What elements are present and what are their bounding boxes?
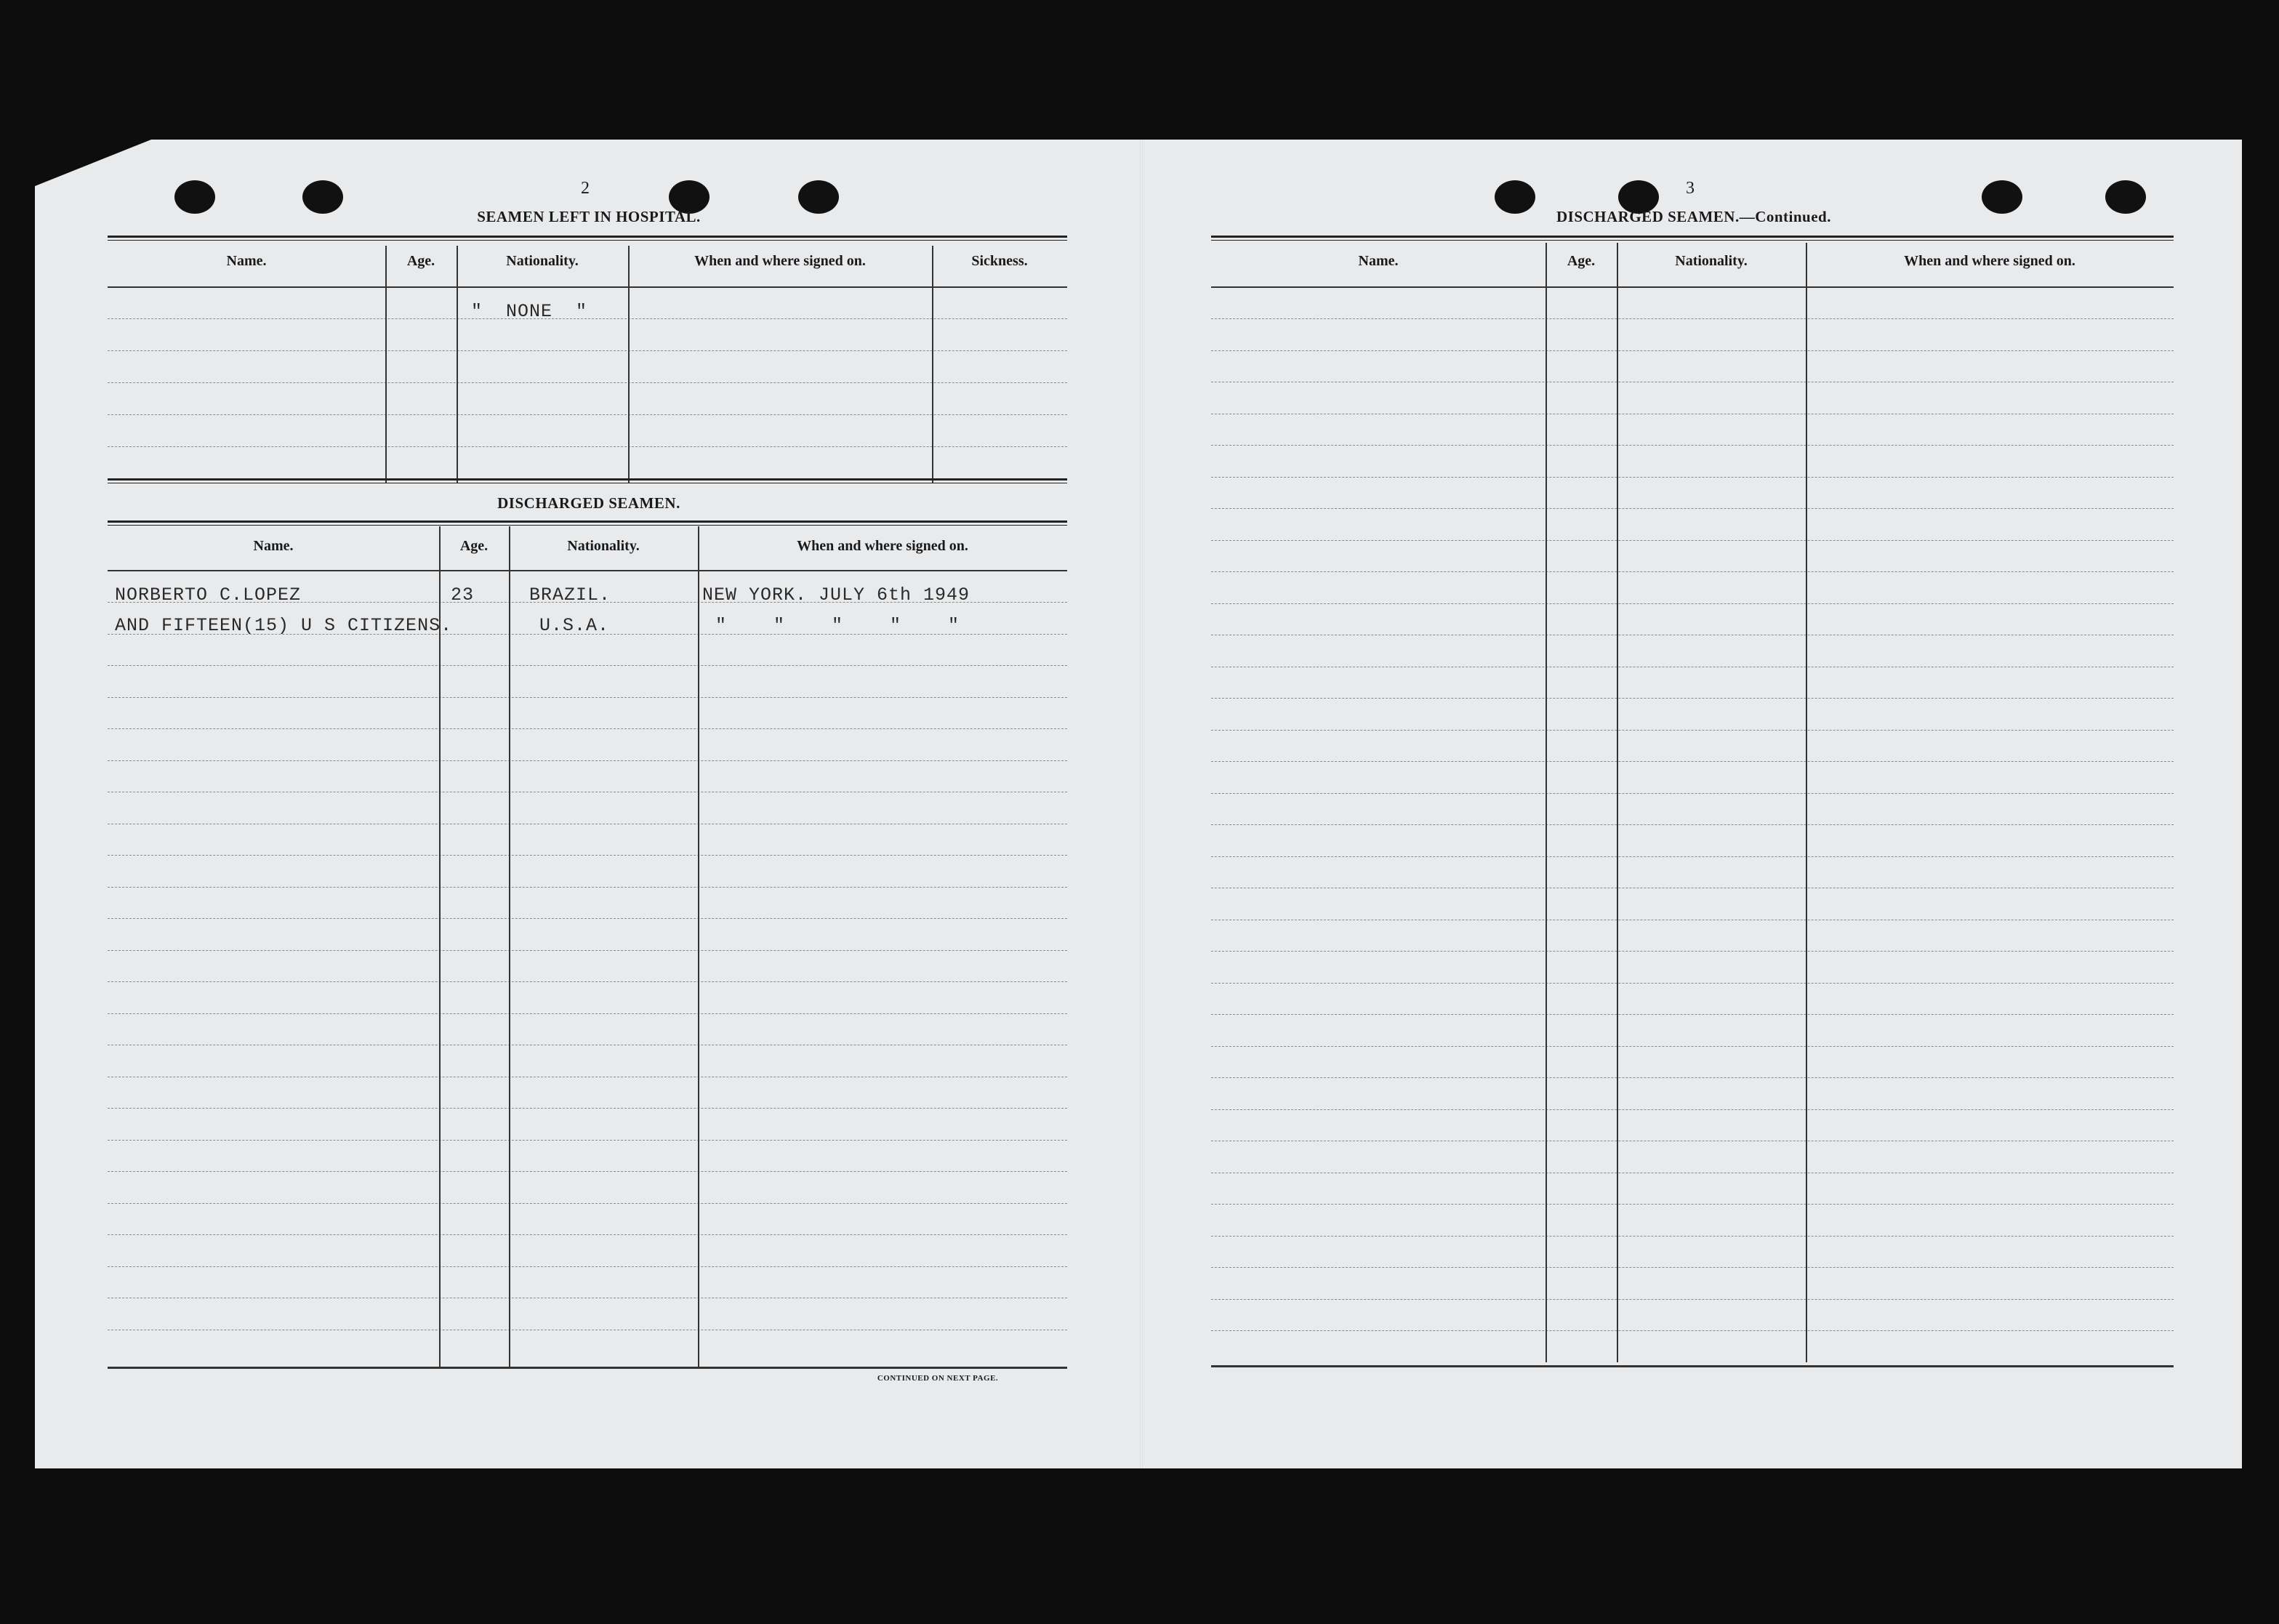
discharged-table-top-rule — [108, 520, 1067, 526]
page-number: 2 — [581, 179, 590, 198]
column-divider — [628, 246, 630, 483]
right-header-rule — [1211, 286, 2174, 288]
column-divider — [698, 526, 699, 1367]
ruled-line — [1211, 318, 2174, 319]
column-header-nationality: Nationality. — [506, 253, 579, 269]
seaman-signed-on: " " " " " — [715, 615, 960, 636]
ruled-line — [108, 760, 1067, 761]
ruled-line — [108, 1108, 1067, 1109]
right-table-top-rule — [1211, 236, 2174, 241]
hospital-table-bottom-rule — [108, 478, 1067, 483]
column-header-age: Age. — [459, 538, 489, 554]
ruled-line — [108, 728, 1067, 729]
column-divider — [1617, 243, 1618, 1362]
ruled-line — [1211, 824, 2174, 825]
ruled-line — [1211, 761, 2174, 762]
ruled-line — [1211, 1299, 2174, 1300]
ruled-line — [108, 446, 1067, 447]
ruled-line — [1211, 1204, 2174, 1205]
ruled-line — [1211, 1077, 2174, 1078]
ruled-line — [108, 855, 1067, 856]
column-header-signed-on: When and where signed on. — [694, 253, 866, 269]
ruled-line — [1211, 1330, 2174, 1331]
ruled-line — [108, 1203, 1067, 1204]
ruled-line — [1211, 951, 2174, 952]
column-header-name: Name. — [226, 253, 267, 269]
ruled-line — [108, 1266, 1067, 1267]
column-divider — [457, 246, 458, 483]
seaman-nationality: BRAZIL. — [529, 584, 611, 606]
column-divider — [1546, 243, 1547, 1362]
seaman-name: AND FIFTEEN(15) U S CITIZENS. — [115, 615, 453, 636]
ruled-line — [1211, 540, 2174, 541]
column-divider — [509, 526, 510, 1367]
column-header-nationality: Nationality. — [1675, 253, 1748, 269]
punch-hole — [174, 180, 215, 214]
column-divider — [385, 246, 387, 483]
column-header-signed-on: When and where signed on. — [797, 538, 968, 554]
ruled-line — [1211, 1236, 2174, 1237]
ruled-line — [1211, 793, 2174, 794]
ruled-line — [108, 697, 1067, 698]
punch-hole — [1982, 180, 2022, 214]
ruled-line — [1211, 730, 2174, 731]
ruled-line — [1211, 698, 2174, 699]
ruled-line — [108, 350, 1067, 351]
ruled-line — [1211, 571, 2174, 572]
seaman-signed-on: NEW YORK. JULY 6th 1949 — [702, 584, 970, 606]
ruled-line — [108, 1171, 1067, 1172]
column-divider — [1806, 243, 1807, 1362]
column-header-name: Name. — [1358, 253, 1399, 269]
ruled-line — [108, 1234, 1067, 1235]
punch-hole — [2105, 180, 2146, 214]
ruled-line — [108, 1013, 1067, 1014]
page-number: 3 — [1686, 179, 1695, 198]
ruled-line — [108, 1140, 1067, 1141]
document-sheet — [35, 140, 2242, 1468]
hospital-table-top-rule — [108, 236, 1067, 241]
punch-hole — [302, 180, 343, 214]
column-divider — [439, 526, 441, 1367]
ruled-line — [1211, 477, 2174, 478]
ruled-line — [1211, 603, 2174, 604]
discharged-table-bottom-rule — [108, 1367, 1067, 1369]
ruled-line — [1211, 350, 2174, 351]
ruled-line — [108, 887, 1067, 888]
ruled-line — [1211, 1267, 2174, 1268]
ruled-line — [1211, 508, 2174, 509]
seaman-age: 23 — [451, 584, 475, 606]
page-gutter — [1140, 140, 1143, 1468]
ruled-line — [108, 981, 1067, 982]
hospital-entry-none: " NONE " — [471, 301, 588, 322]
column-header-nationality: Nationality. — [567, 538, 640, 554]
ruled-line — [108, 665, 1067, 666]
ruled-line — [1211, 856, 2174, 857]
column-header-age: Age. — [1567, 253, 1596, 269]
ruled-line — [1211, 983, 2174, 984]
ruled-line — [108, 950, 1067, 951]
column-header-name: Name. — [253, 538, 294, 554]
hospital-section-title: SEAMEN LEFT IN HOSPITAL. — [477, 208, 701, 225]
seaman-name: NORBERTO C.LOPEZ — [115, 584, 302, 606]
ruled-line — [108, 918, 1067, 919]
discharged-section-title: DISCHARGED SEAMEN. — [497, 494, 680, 512]
column-divider — [932, 246, 933, 483]
discharged-header-rule — [108, 570, 1067, 571]
ruled-line — [1211, 1014, 2174, 1015]
right-table-bottom-rule — [1211, 1365, 2174, 1367]
ruled-line — [1211, 1046, 2174, 1047]
right-section-title: DISCHARGED SEAMEN.—Continued. — [1556, 208, 1831, 225]
ruled-line — [108, 414, 1067, 415]
ruled-line — [108, 382, 1067, 383]
column-header-age: Age. — [406, 253, 435, 269]
hospital-header-rule — [108, 286, 1067, 288]
seaman-nationality: U.S.A. — [539, 615, 610, 636]
ruled-line — [1211, 1109, 2174, 1110]
column-header-sickness: Sickness. — [971, 253, 1028, 269]
ruled-line — [1211, 445, 2174, 446]
column-header-signed-on: When and where signed on. — [1904, 253, 2075, 269]
punch-hole — [798, 180, 839, 214]
continued-note: CONTINUED ON NEXT PAGE. — [877, 1374, 999, 1383]
